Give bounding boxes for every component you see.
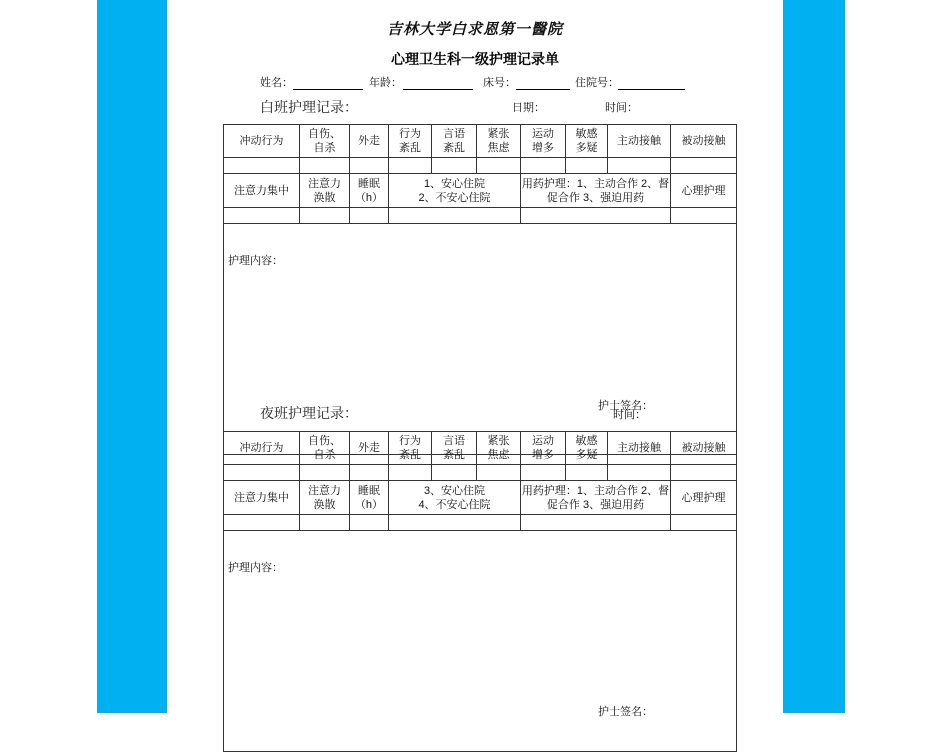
nurse-signature-label: 护士签名：	[598, 706, 653, 718]
blank-cell	[671, 465, 737, 481]
header-active-contact: 主动接触	[608, 432, 671, 465]
header-medication-care: 用药护理：1、主动合作 2、督 促合作 3、强迫用药	[521, 481, 671, 515]
care-header-row	[224, 481, 737, 515]
blank-cell	[521, 465, 566, 481]
admission-number-label: 住院号：	[575, 77, 619, 89]
night-shift-table	[223, 431, 737, 752]
blank-cell	[350, 515, 389, 531]
name-label: 姓名：	[260, 77, 293, 89]
observation-header-row	[224, 432, 737, 465]
header-disorganized-speech: 言语 紊乱	[432, 432, 477, 465]
header-sleep-hours: 睡眠 （h）	[350, 174, 389, 208]
header-psychological-care: 心理护理	[671, 481, 737, 515]
header-medication-care: 用药护理：1、主动合作 2、督 促合作 3、强迫用药	[521, 174, 671, 208]
header-attention-scattered: 注意力 涣散	[300, 174, 350, 208]
header-sensitivity-suspicion: 敏感 多疑	[566, 432, 608, 465]
care-entry-row	[224, 515, 737, 531]
blank-cell	[671, 515, 737, 531]
header-active-contact: 主动接触	[608, 125, 671, 158]
header-stay-attitude: 1、安心住院 2、不安心住院	[389, 174, 521, 208]
care-entry-row	[224, 208, 737, 224]
header-sensitivity-suspicion: 敏感 多疑	[566, 125, 608, 158]
blank-cell	[389, 465, 432, 481]
care-content-label: 护理内容：	[228, 562, 283, 574]
blank-cell	[566, 465, 608, 481]
form-title: 心理卫生科一级护理记录单	[391, 51, 559, 67]
blank-cell	[350, 465, 389, 481]
day-shift-heading: 白班护理记录：	[260, 99, 358, 115]
header-self-harm: 自伤、 自杀	[300, 125, 350, 158]
header-elopement: 外走	[350, 125, 389, 158]
care-content-area	[224, 559, 736, 723]
header-psychological-care: 心理护理	[671, 174, 737, 208]
header-attention-focused: 注意力集中	[224, 481, 300, 515]
night-shift-heading: 夜班护理记录：	[260, 405, 358, 421]
blank-cell	[432, 465, 477, 481]
header-stay-attitude: 3、安心住院 4、不安心住院	[389, 481, 521, 515]
age-label: 年龄：	[369, 77, 402, 89]
blank-cell	[477, 465, 521, 481]
care-content-row	[224, 531, 737, 752]
header-passive-contact: 被动接触	[671, 432, 737, 465]
blank-cell	[300, 158, 350, 174]
blank-cell	[477, 158, 521, 174]
blank-cell	[389, 208, 521, 224]
blank-cell	[224, 158, 300, 174]
header-impulsive-behavior: 冲动行为	[224, 432, 300, 465]
bed-number-blank-line	[516, 89, 570, 90]
blank-cell	[608, 158, 671, 174]
blank-cell	[300, 208, 350, 224]
nurse-signature-label: 护士签名：	[598, 400, 653, 412]
header-disorganized-speech: 言语 紊乱	[432, 125, 477, 158]
hospital-logo-text: 吉林大学白求恩第一醫院	[386, 20, 563, 38]
observation-entry-row	[224, 158, 737, 174]
header-elopement: 外走	[350, 432, 389, 465]
header-attention-scattered: 注意力 涣散	[300, 481, 350, 515]
age-blank-line	[403, 89, 473, 90]
day-shift-date-label: 日期：	[512, 102, 545, 114]
blank-cell	[671, 158, 737, 174]
blank-cell	[608, 465, 671, 481]
care-content-area	[224, 252, 736, 426]
night-shift-time-label: 时间：	[613, 409, 646, 421]
header-tension-anxiety: 紧张 焦虑	[477, 432, 521, 465]
care-header-row	[224, 174, 737, 208]
blank-cell	[300, 465, 350, 481]
header-increased-activity: 运动 增多	[521, 125, 566, 158]
blank-cell	[300, 515, 350, 531]
observation-entry-row	[224, 465, 737, 481]
blank-cell	[521, 208, 671, 224]
blank-cell	[389, 158, 432, 174]
left-side-bar	[97, 0, 167, 713]
header-sleep-hours: 睡眠 （h）	[350, 481, 389, 515]
blank-cell	[566, 158, 608, 174]
blank-cell	[350, 208, 389, 224]
right-side-bar	[783, 0, 845, 713]
blank-cell	[389, 515, 521, 531]
day-shift-time-label: 时间：	[605, 102, 638, 114]
blank-cell	[521, 158, 566, 174]
name-blank-line	[293, 89, 363, 90]
admission-number-blank-line	[618, 89, 685, 90]
care-content-cell	[224, 531, 737, 752]
blank-cell	[224, 465, 300, 481]
header-impulsive-behavior: 冲动行为	[224, 125, 300, 158]
care-content-label: 护理内容：	[228, 255, 283, 267]
blank-cell	[671, 208, 737, 224]
header-tension-anxiety: 紧张 焦虑	[477, 125, 521, 158]
header-increased-activity: 运动 增多	[521, 432, 566, 465]
header-attention-focused: 注意力集中	[224, 174, 300, 208]
blank-cell	[224, 515, 300, 531]
observation-header-row	[224, 125, 737, 158]
blank-cell	[224, 208, 300, 224]
bed-number-label: 床号：	[483, 77, 516, 89]
blank-cell	[350, 158, 389, 174]
header-passive-contact: 被动接触	[671, 125, 737, 158]
header-disorganized-behavior: 行为 紊乱	[389, 125, 432, 158]
header-disorganized-behavior: 行为 紊乱	[389, 432, 432, 465]
header-self-harm: 自伤、 自杀	[300, 432, 350, 465]
blank-cell	[521, 515, 671, 531]
blank-cell	[432, 158, 477, 174]
